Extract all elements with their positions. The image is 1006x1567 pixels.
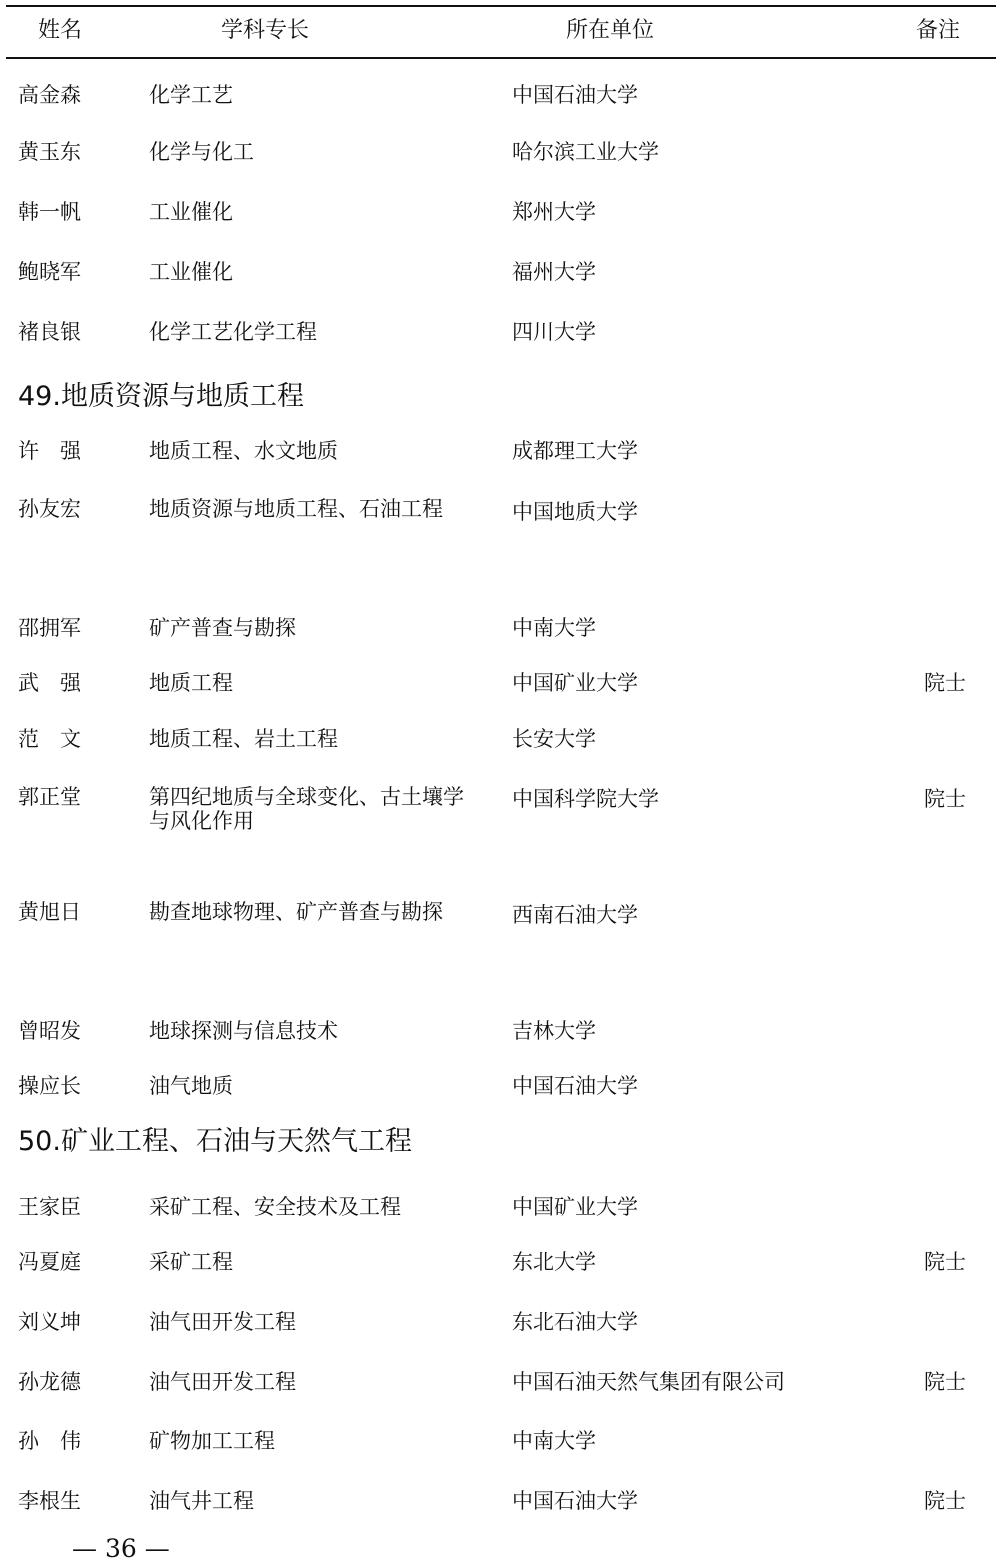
cell-unit: 中国石油大学 (512, 83, 638, 107)
cell-note: 院士 (924, 1370, 966, 1394)
cell-unit: 西南石油大学 (512, 903, 638, 927)
cell-specialty: 化学与化工 (149, 140, 254, 164)
cell-name: 冯夏庭 (18, 1250, 81, 1274)
cell-name: 高金森 (18, 83, 81, 107)
cell-specialty: 油气田开发工程 (149, 1370, 296, 1394)
cell-specialty: 化学工艺 (149, 83, 233, 107)
cell-unit: 成都理工大学 (512, 439, 638, 463)
cell-unit: 东北大学 (512, 1250, 596, 1274)
cell-note: 院士 (924, 787, 966, 811)
header-bottom-rule (6, 57, 996, 59)
cell-specialty: 勘查地球物理、矿产普查与勘探 (149, 900, 443, 924)
cell-unit: 四川大学 (512, 320, 596, 344)
cell-specialty: 矿产普查与勘探 (149, 616, 296, 640)
cell-specialty: 地质工程、岩土工程 (149, 727, 338, 751)
cell-name: 鲍晓军 (18, 260, 81, 284)
cell-specialty: 矿物加工工程 (149, 1429, 275, 1453)
cell-name: 曾昭发 (18, 1019, 81, 1043)
cell-unit: 中国石油大学 (512, 1074, 638, 1098)
cell-unit: 中南大学 (512, 1429, 596, 1453)
cell-unit: 中国科学院大学 (512, 787, 659, 811)
cell-unit: 中国石油天然气集团有限公司 (512, 1370, 785, 1394)
cell-unit: 吉林大学 (512, 1019, 596, 1043)
cell-name: 范 文 (18, 727, 81, 751)
cell-specialty: 采矿工程 (149, 1250, 233, 1274)
cell-name: 武 强 (18, 671, 81, 695)
header-name: 姓名 (38, 18, 83, 43)
header-specialty: 学科专长 (221, 18, 310, 43)
cell-note: 院士 (924, 1489, 966, 1513)
cell-unit: 中国石油大学 (512, 1489, 638, 1513)
cell-specialty: 地质工程 (149, 671, 233, 695)
cell-name: 刘义坤 (18, 1310, 81, 1334)
page-number: — 36 — (72, 1534, 170, 1563)
cell-specialty: 第四纪地质与全球变化、古土壤学与风化作用 (149, 785, 464, 833)
cell-specialty: 工业催化 (149, 200, 233, 224)
cell-name: 操应长 (18, 1074, 81, 1098)
cell-unit: 中南大学 (512, 616, 596, 640)
cell-specialty: 采矿工程、安全技术及工程 (149, 1195, 401, 1219)
cell-name: 黄玉东 (18, 140, 81, 164)
cell-name: 韩一帆 (18, 200, 81, 224)
cell-name: 孙友宏 (18, 497, 81, 521)
cell-name: 李根生 (18, 1489, 81, 1513)
cell-name: 孙 伟 (18, 1429, 81, 1453)
header-note: 备注 (916, 18, 961, 43)
cell-specialty: 工业催化 (149, 260, 233, 284)
cell-note: 院士 (924, 671, 966, 695)
cell-name: 孙龙德 (18, 1370, 81, 1394)
cell-unit: 中国矿业大学 (512, 671, 638, 695)
cell-specialty: 地质工程、水文地质 (149, 439, 338, 463)
cell-name: 黄旭日 (18, 900, 81, 924)
cell-name: 褚良银 (18, 320, 81, 344)
cell-specialty: 油气地质 (149, 1074, 233, 1098)
cell-unit: 长安大学 (512, 727, 596, 751)
cell-unit: 中国矿业大学 (512, 1195, 638, 1219)
cell-name: 王家臣 (18, 1195, 81, 1219)
section-heading-50: 50.矿业工程、石油与天然气工程 (18, 1126, 412, 1157)
header-unit: 所在单位 (566, 18, 655, 43)
cell-specialty: 化学工艺化学工程 (149, 320, 317, 344)
cell-specialty: 地质资源与地质工程、石油工程 (149, 497, 443, 521)
cell-specialty: 油气井工程 (149, 1489, 254, 1513)
cell-unit: 东北石油大学 (512, 1310, 638, 1334)
cell-name: 许 强 (18, 439, 81, 463)
section-heading-49: 49.地质资源与地质工程 (18, 381, 304, 412)
cell-specialty: 地球探测与信息技术 (149, 1019, 338, 1043)
table-top-rule (6, 5, 996, 7)
cell-unit: 中国地质大学 (512, 500, 638, 524)
cell-specialty: 油气田开发工程 (149, 1310, 296, 1334)
cell-name: 郭正堂 (18, 785, 81, 809)
cell-unit: 福州大学 (512, 260, 596, 284)
cell-unit: 哈尔滨工业大学 (512, 140, 659, 164)
cell-unit: 郑州大学 (512, 200, 596, 224)
cell-note: 院士 (924, 1250, 966, 1274)
cell-name: 邵拥军 (18, 616, 81, 640)
